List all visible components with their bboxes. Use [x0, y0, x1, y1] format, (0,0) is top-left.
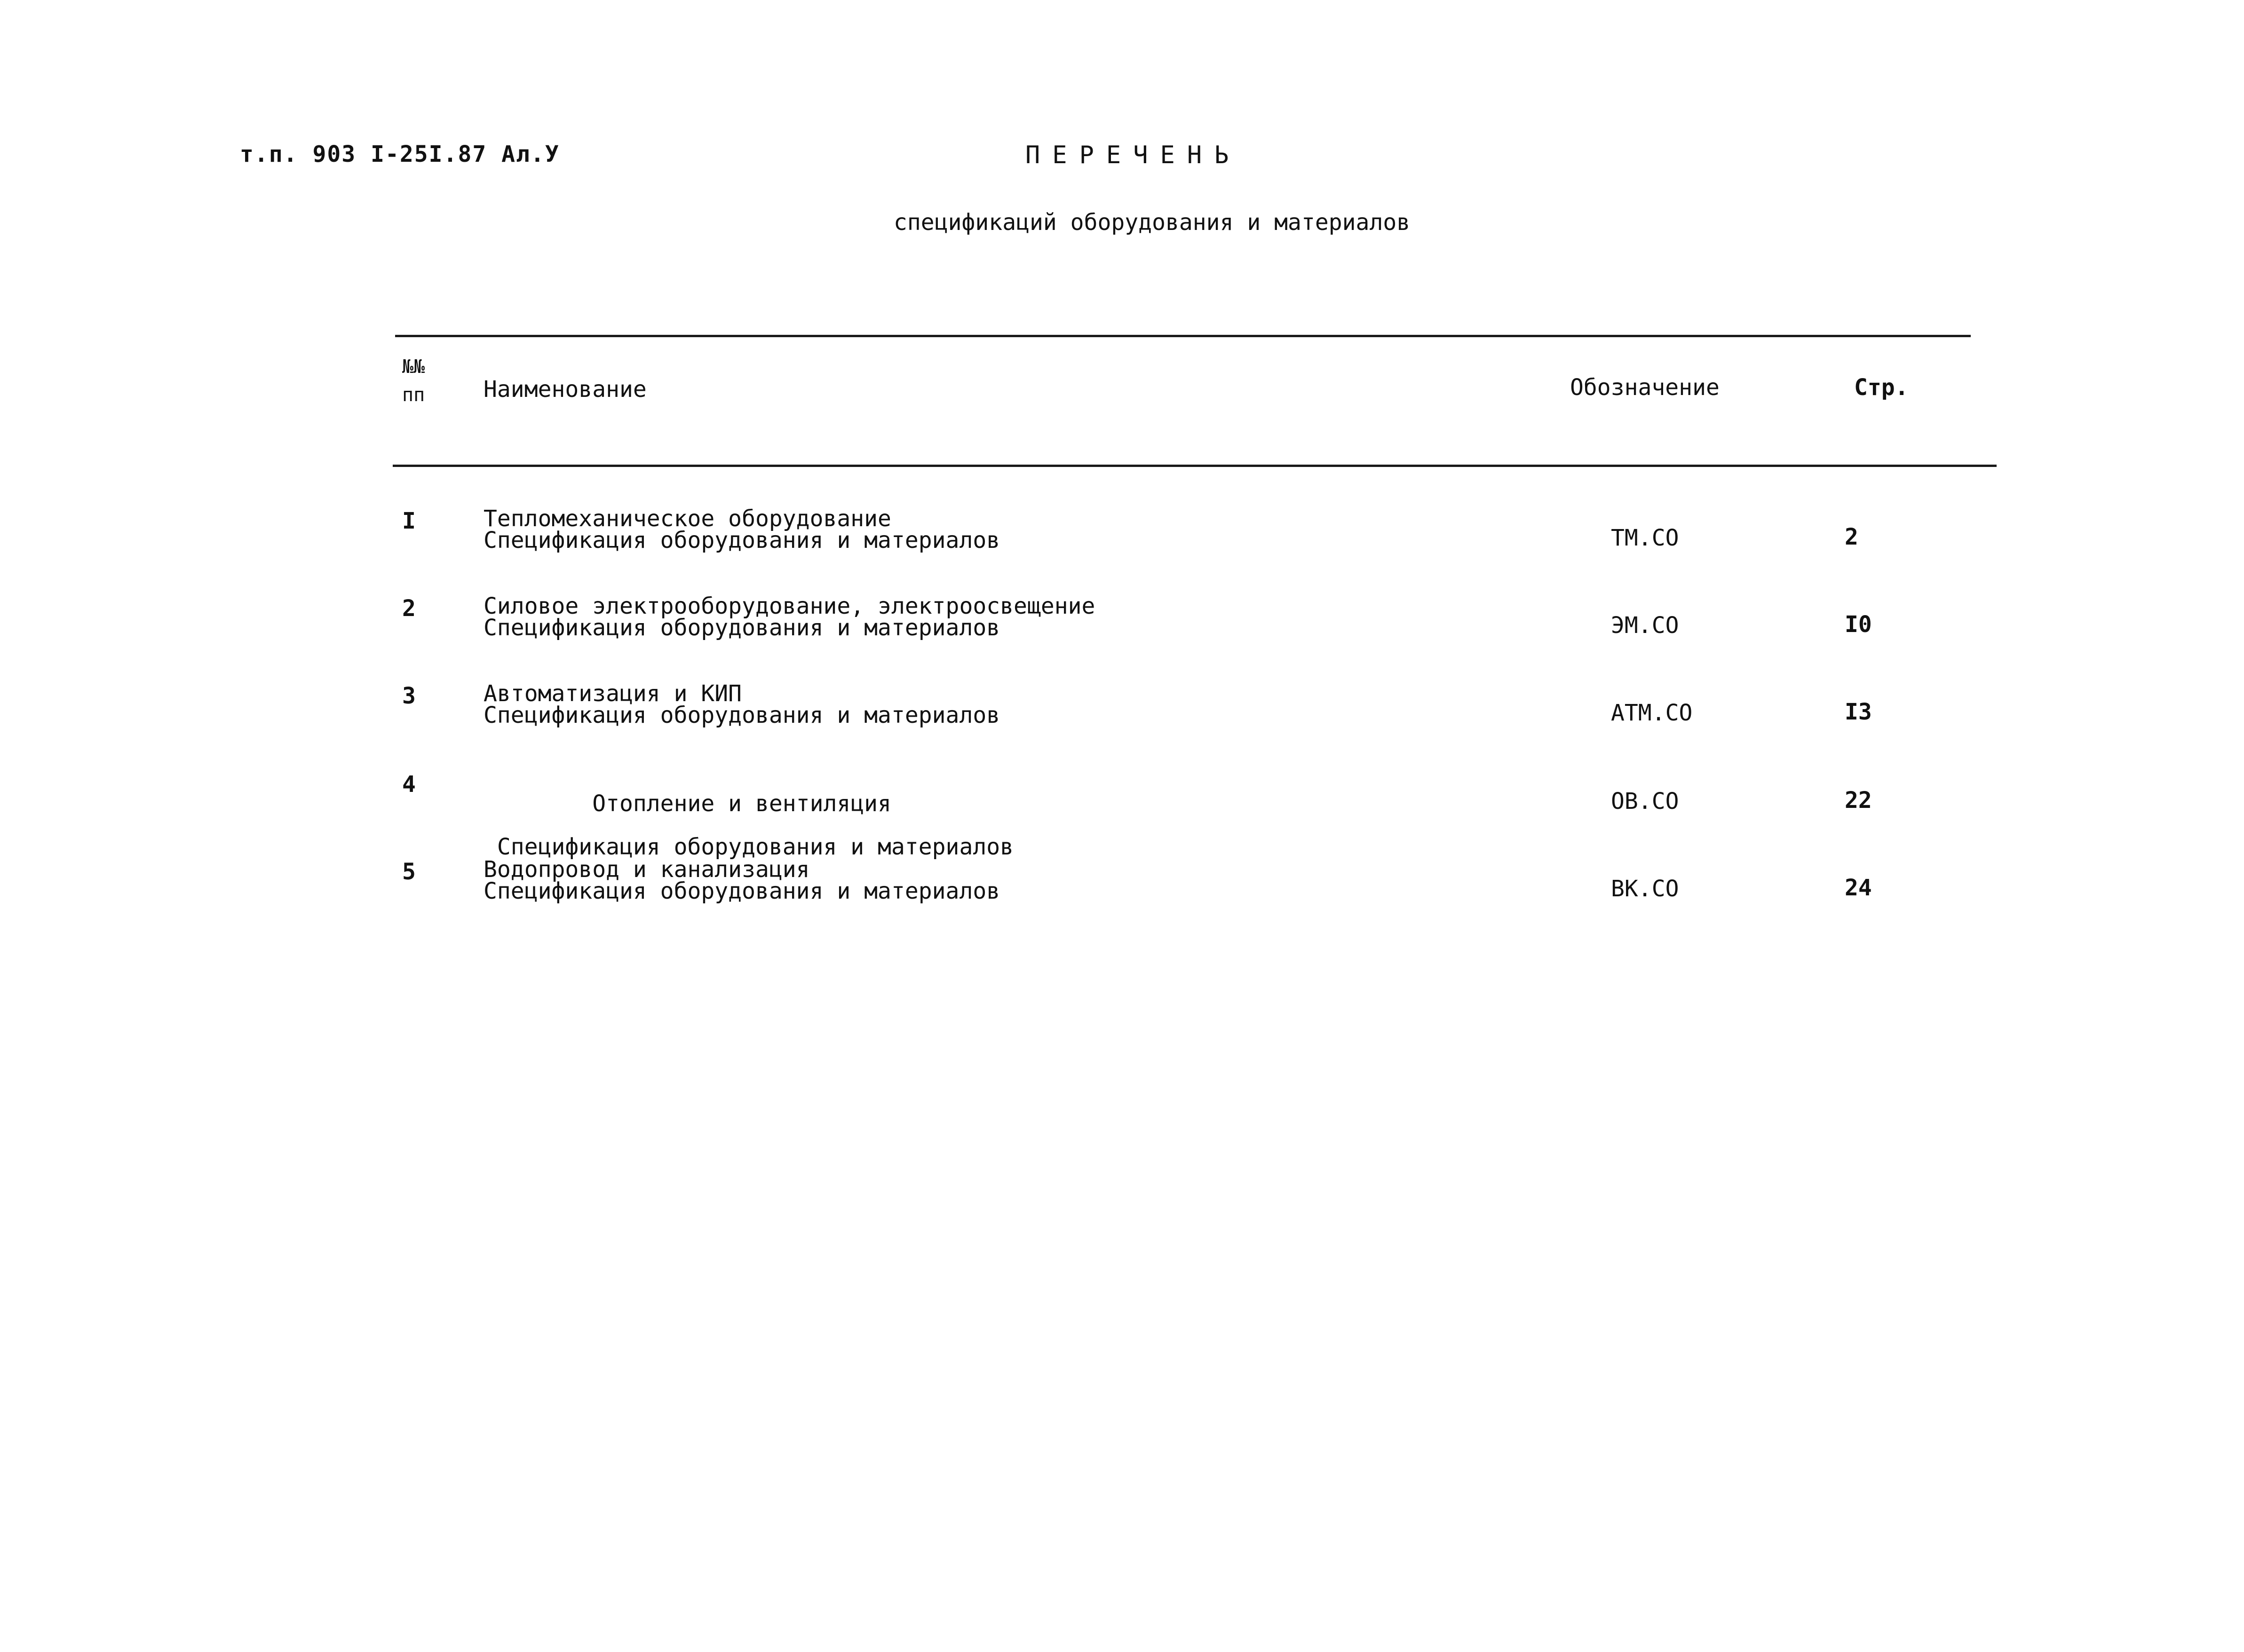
column-header-code: Обозначение — [1570, 374, 1720, 401]
row-name-line2: Спецификация оборудования и материалов — [484, 615, 1000, 641]
row-name — [484, 595, 1095, 639]
row-page: I3 — [1845, 699, 1872, 725]
row-number: 2 — [402, 595, 416, 622]
table-row — [0, 680, 2244, 749]
row-page: I0 — [1845, 611, 1872, 638]
table-top-rule — [395, 335, 1971, 337]
row-name — [484, 680, 1000, 728]
row-name-line1: Водопровод и канализация — [484, 856, 810, 883]
row-name-line1: Тепломеханическое оборудование — [484, 506, 891, 532]
row-name-line1: Отопление и вентиляция — [592, 790, 891, 817]
row-code: ТМ.СО — [1611, 525, 1679, 551]
table-row — [0, 771, 2244, 860]
row-number: 3 — [402, 683, 416, 709]
row-name-line2: Спецификация оборудования и материалов — [484, 527, 1000, 553]
row-number: I — [402, 508, 416, 534]
row-name-line2: Спецификация оборудования и материалов — [484, 702, 1000, 728]
row-page: 2 — [1845, 524, 1858, 550]
row-page: 24 — [1845, 875, 1872, 901]
column-header-name: Наименование — [484, 376, 647, 403]
row-name-line2: Спецификация оборудования и материалов — [484, 878, 1000, 904]
row-number: 4 — [402, 771, 416, 798]
table-row — [0, 508, 2244, 574]
row-code: АТМ.СО — [1611, 700, 1693, 726]
row-name-line1: Силовое электрооборудование, электроосвещение — [484, 593, 1095, 619]
table-row — [0, 856, 2244, 925]
row-number: 5 — [402, 859, 416, 885]
row-name-line1: Автоматизация и КИП — [484, 680, 742, 707]
row-name — [484, 508, 1000, 551]
row-code: ЭМ.СО — [1611, 612, 1679, 639]
document-code: т.п. 903 I-25I.87 Ал.У — [240, 141, 560, 167]
row-name-line2: Спецификация оборудования и материалов — [484, 834, 1014, 860]
page-title: ПЕРЕЧЕНЬ — [1025, 141, 1241, 169]
column-header-page: Стр. — [1854, 374, 1909, 401]
row-name — [484, 856, 1000, 904]
row-page: 22 — [1845, 787, 1872, 814]
column-header-num: №№ пп — [402, 356, 425, 406]
page-subtitle: спецификаций оборудования и материалов — [894, 209, 1411, 236]
table-row — [0, 595, 2244, 661]
table-header-rule — [393, 465, 1997, 467]
row-code: ОВ.СО — [1611, 788, 1679, 814]
row-code: ВК.СО — [1611, 876, 1679, 902]
